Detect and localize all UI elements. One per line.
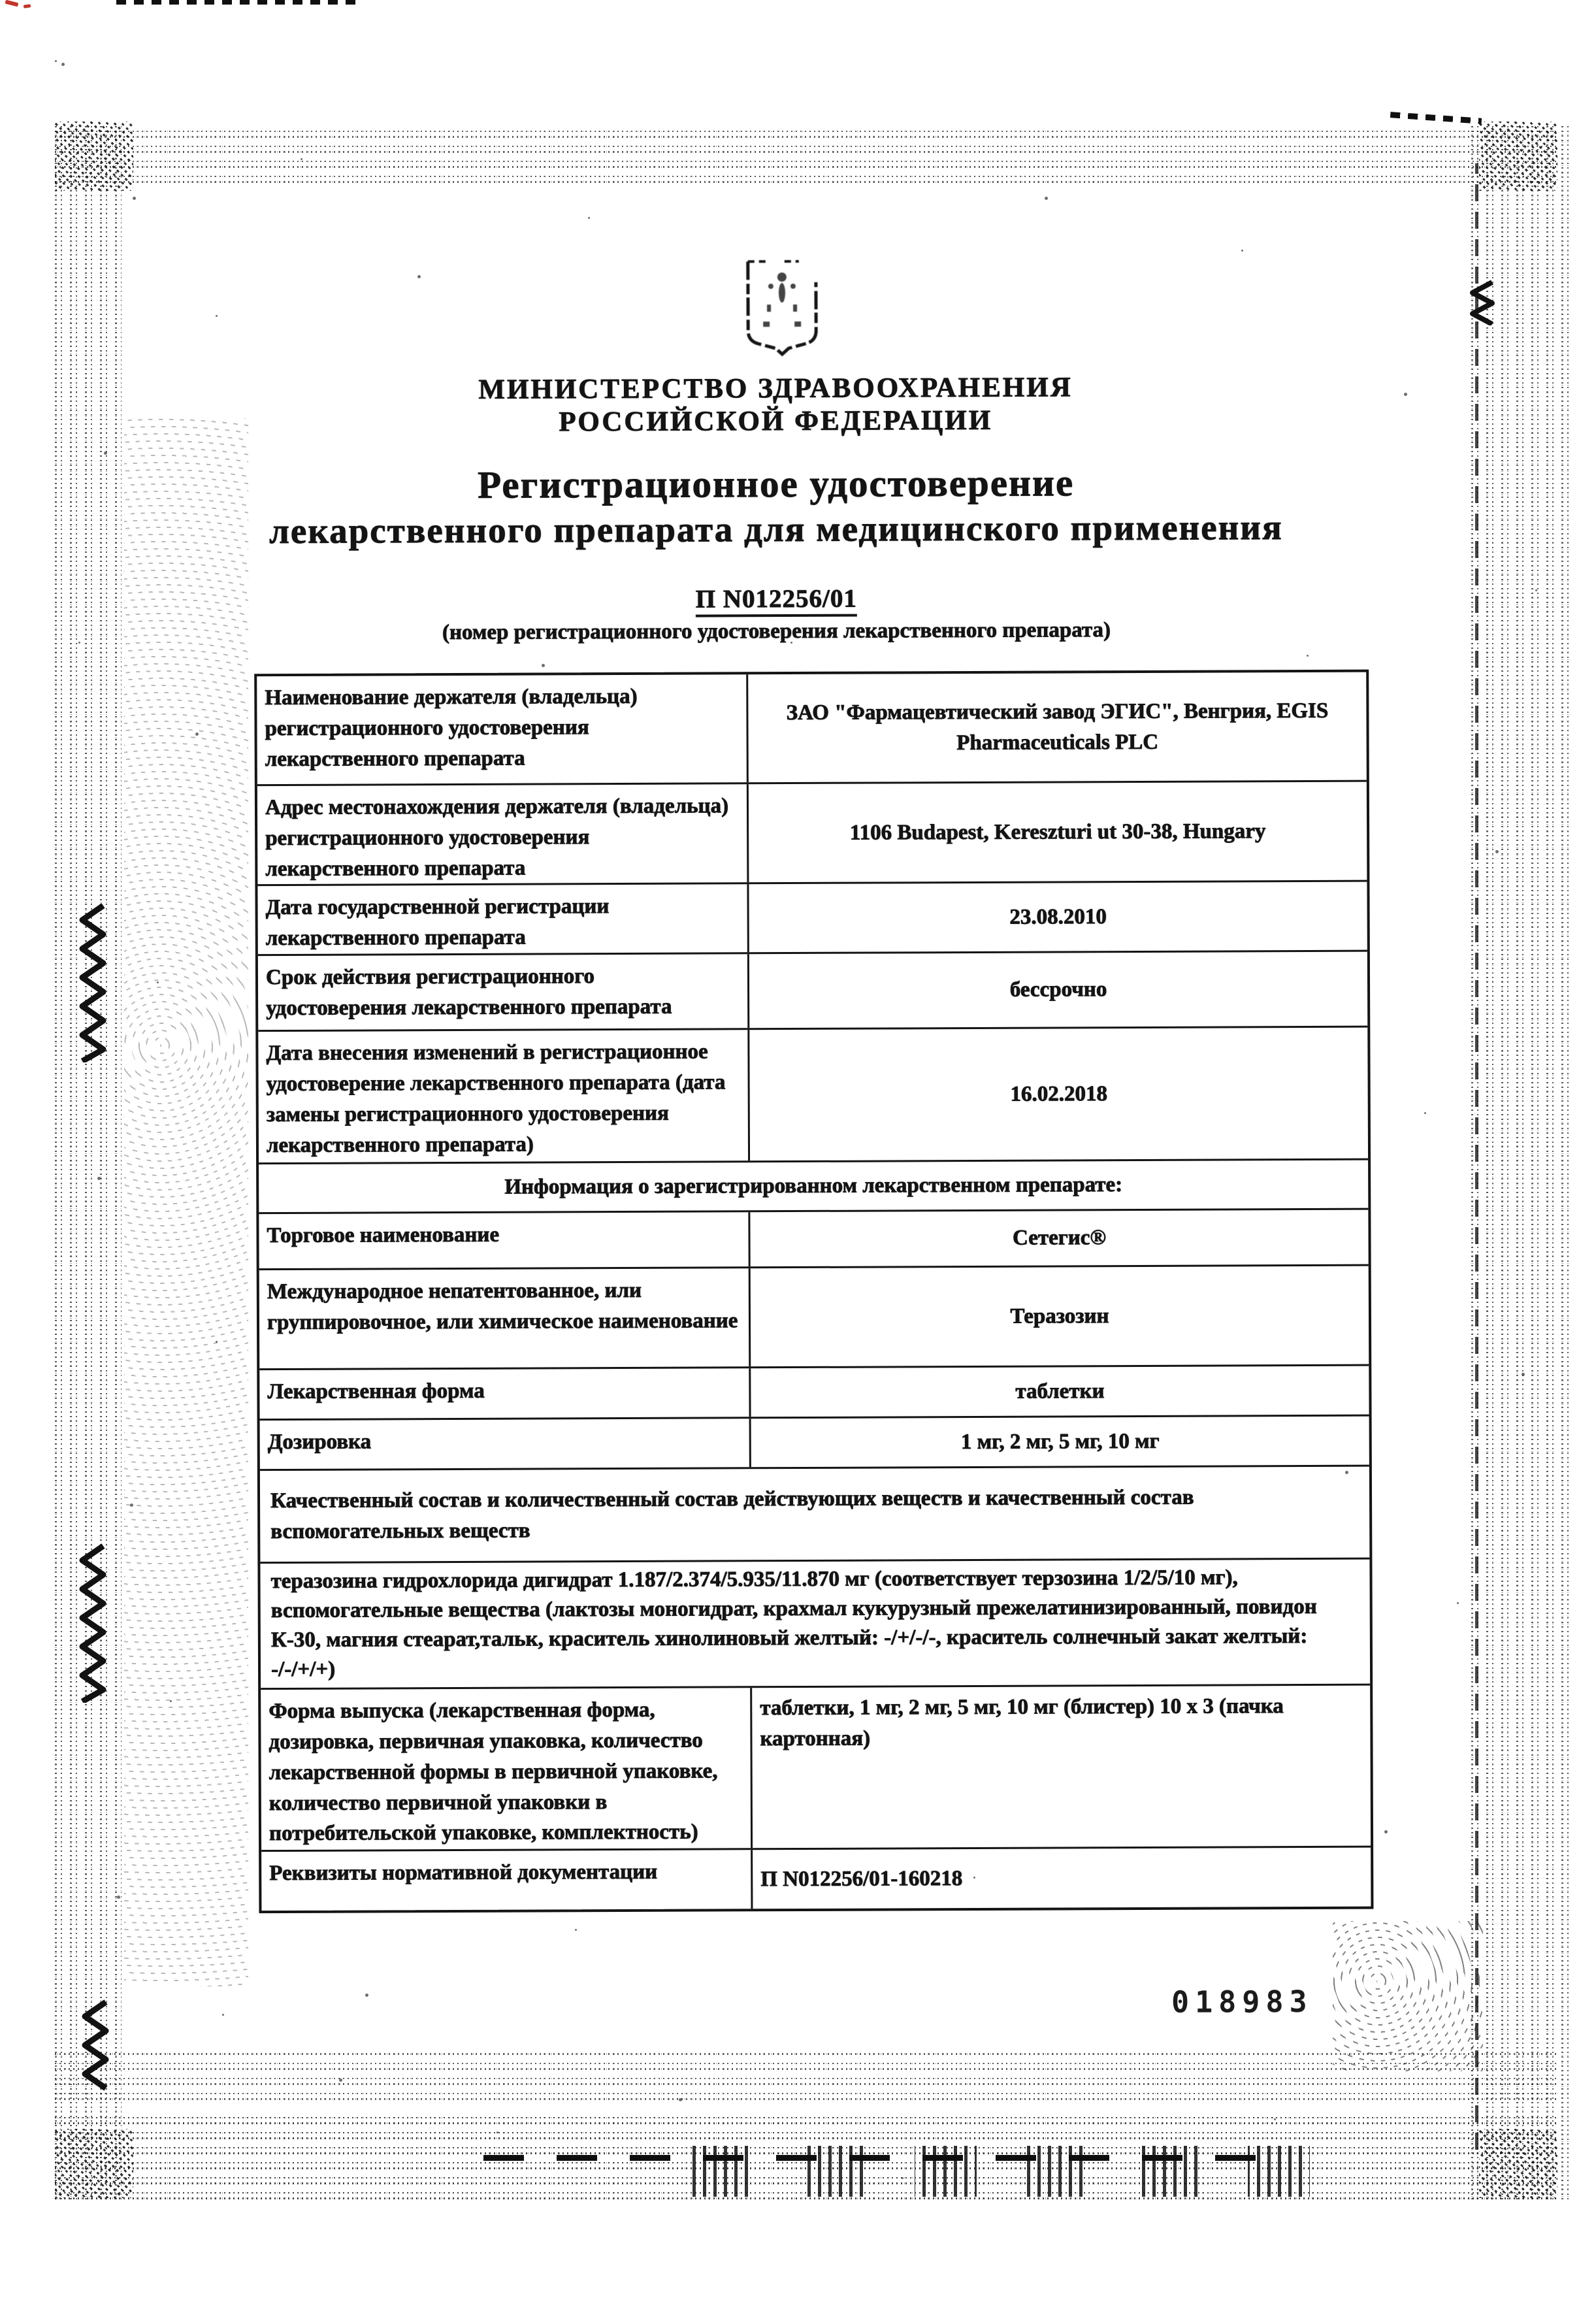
info-section-header: Информация о зарегистрированном лекарственном препарате: [504,1173,1123,1199]
document-title-line1: Регистрационное удостоверение [477,461,1075,506]
row-label: Международное непатентованное, или группировочное, или химическое наименование [259,1268,751,1368]
row-label: Форма выпуска (лекарственная форма, дозировка, первичная упаковка, количество лекарственной формы в первичной упаковке, количество первичной упаковки в потребительской упаковке, комплектность) [261,1688,753,1850]
row-value: Сетегис® [1012,1226,1107,1250]
table-row-registration-date [257,880,1367,955]
table-row-amendment-date [258,1026,1368,1163]
table-row-normative-docs [261,1846,1371,1911]
table-row-holder-address [257,780,1367,885]
row-label: Лекарственная форма [259,1368,751,1419]
serial-number: 018983 [1171,1984,1313,2020]
table-row-dosage [260,1415,1369,1470]
table-row-dosage-form [259,1364,1369,1419]
registration-number: П N012256/01 [0,582,1555,617]
row-label: Адрес местонахождения держателя (владельца) регистрационного удостоверения лекарственного препарата [257,784,749,884]
row-value: ЗАО "Фармацевтический завод ЭГИС", Венгрия, EGIS Pharmaceuticals PLC [786,698,1329,755]
row-value: таблетки [1015,1379,1105,1404]
composition-header: Качественный состав и количественный состав действующих веществ и качественный состав вспомогательных веществ [270,1485,1194,1543]
row-value: таблетки, 1 мг, 2 мг, 5 мг, 10 мг (блистер) 10 х 3 (пачка картонная) [760,1694,1284,1751]
row-value: 1 мг, 2 мг, 5 мг, 10 мг [960,1429,1160,1454]
row-value: Теразозин [1010,1304,1109,1328]
row-value: 23.08.2010 [1009,904,1107,929]
row-label: Срок действия регистрационного удостоверения лекарственного препарата [258,954,749,1030]
table-row-release-form [261,1684,1371,1850]
row-value: 1106 Budapest, Kereszturi ut 30-38, Hungary [849,819,1266,845]
row-label: Дата государственной регистрации лекарственного препарата [257,884,749,954]
ministry-name-line2: РОССИЙСКОЙ ФЕДЕРАЦИИ [559,404,993,438]
row-value: П N012256/01-160218 [760,1866,963,1891]
row-value: бессрочно [1009,978,1107,1002]
row-label: Наименование держателя (владельца) регистрационного удостоверения лекарственного препарата [257,674,749,784]
row-label: Торговое наименование [259,1212,750,1268]
composition-text: теразозина гидрохлорида дигидрат 1.187/2.374/5.935/11.870 мг (соответствует терзозина 1/2/5/10 мг), вспомогательные вещества (лактозы моногидрат, крахмал кукурузный прежелатинизированный, повидон К-30, магния стеарат,тальк, краситель хинолиновый желтый: -/+/-/-, краситель солнечный закат желтый: -/-/+/+) [270,1566,1317,1681]
table-row-validity-term [258,950,1367,1030]
row-label: Дата внесения изменений в регистрационное удостоверение лекарственного препарата (дата замены регистрационного удостоверения лекарственного препарата) [258,1030,750,1162]
table-row-inn-name [259,1264,1369,1369]
row-label: Реквизиты нормативной документации [261,1850,753,1911]
table-row-trade-name [259,1208,1368,1269]
table-row-info-section-header [259,1158,1368,1213]
registration-table [254,670,1373,1914]
row-label: Дозировка [260,1419,751,1469]
table-row-composition-header [260,1465,1370,1562]
registration-number-caption: (номер регистрационного удостоверения лекарственного препарата) [442,618,1111,645]
coat-of-arms-emblem [741,259,823,360]
row-value: 16.02.2018 [1010,1081,1107,1106]
table-row-composition-text [260,1558,1370,1688]
document-title-line2: лекарственного препарата для медицинского применения [269,507,1283,551]
ministry-name-line1: МИНИСТЕРСТВО ЗДРАВООХРАНЕНИЯ [478,372,1073,405]
table-row-holder-name [257,672,1367,785]
